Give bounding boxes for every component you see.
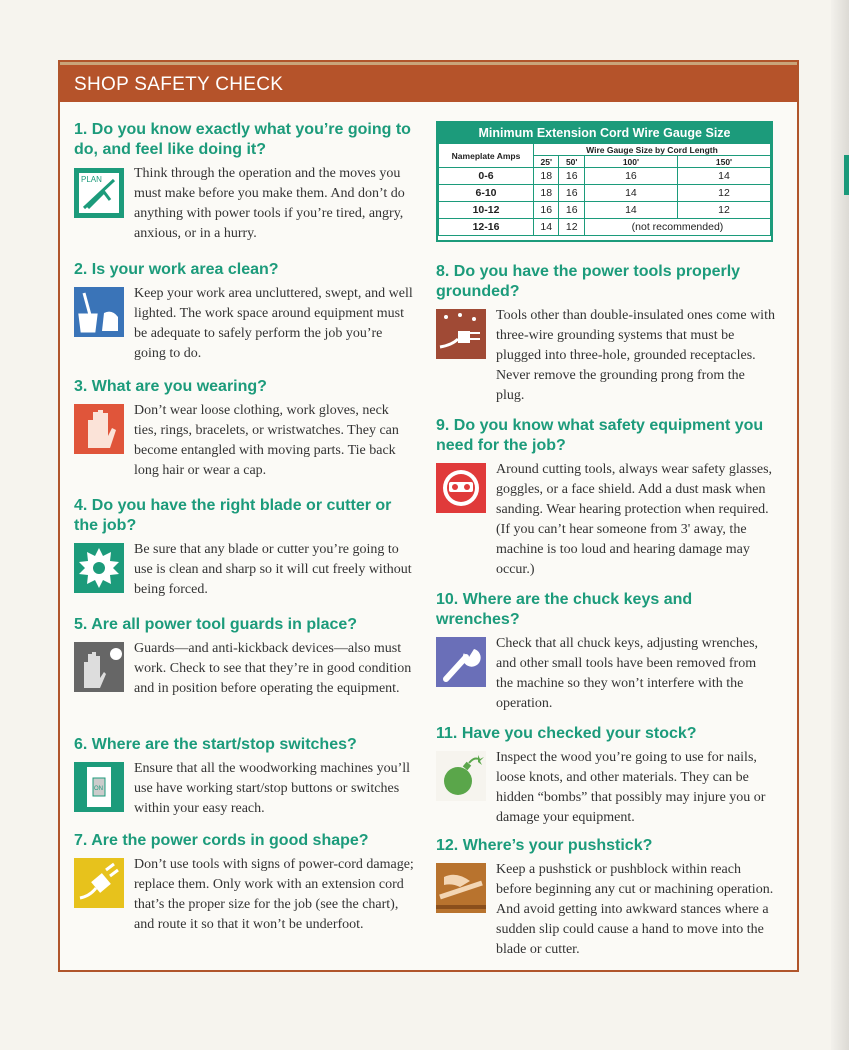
plan-icon xyxy=(74,168,124,218)
question-10 xyxy=(436,590,776,714)
length-header: 25' xyxy=(534,156,559,168)
question-title: 2. Is your work area clean? xyxy=(74,261,279,278)
pushstick-icon xyxy=(436,863,486,913)
question-title: 6. Where are the start/stop switches? xyxy=(74,736,357,753)
broom-dustpan-icon xyxy=(74,287,124,337)
svg-text:PLAN: PLAN xyxy=(81,175,102,184)
page-title: SHOP SAFETY CHECK xyxy=(74,74,284,95)
question-body: Think through the operation and the moves you must make before you make them. And don’t do anything with power tools if you’re tired, angry, anxious, or in a hurry. xyxy=(134,166,405,241)
bomb-icon xyxy=(436,751,486,801)
saw-blade-icon xyxy=(74,543,124,593)
svg-text:ON: ON xyxy=(94,786,103,792)
table-row: 10-12 16 16 14 12 xyxy=(439,202,771,219)
question-title: 11. Have you checked your stock? xyxy=(436,725,697,742)
question-body: Keep a pushstick or pushblock within reach before beginning any cut or machining operation. And avoid getting into awkward stances where a sudden slip could cause a hand to move into the blade or cutter. xyxy=(496,862,774,957)
glove-icon xyxy=(74,404,124,454)
gauge-table xyxy=(438,143,771,236)
question-body: Don’t wear loose clothing, work gloves, neck ties, rings, bracelets, or wristwatches. They can become entangled with moving parts. Tie back long hair or wear a cap. xyxy=(134,403,399,478)
question-2 xyxy=(74,260,414,364)
question-title: 3. What are you wearing? xyxy=(74,378,267,395)
question-body: Don’t use tools with signs of power-cord damage; replace them. Only work with an extension cord that’s the proper size for the job (see the chart), and route it so that it won’t be underfoot. xyxy=(134,857,414,932)
page-tab-marker xyxy=(844,155,849,195)
question-title: 8. Do you have the power tools properly grounded? xyxy=(436,263,741,300)
question-body: Be sure that any blade or cutter you’re going to use is clean and sharp so it will cut freely without being forced. xyxy=(134,542,412,597)
table-row: 12-16 14 12 (not recommended) xyxy=(439,219,771,236)
question-body: Inspect the wood you’re going to use for nails, loose knots, and other materials. They can be hidden “bombs” that possibly may injure you or damage your equipment. xyxy=(496,750,766,825)
switch-icon xyxy=(74,762,124,812)
question-9 xyxy=(436,416,776,580)
question-6 xyxy=(74,735,414,819)
question-4 xyxy=(74,496,414,600)
question-title: 9. Do you know what safety equipment you need for the job? xyxy=(436,417,764,454)
question-body: Keep your work area uncluttered, swept, and well lighted. The work space around equipment must be adequate to safely perform the job you’re going to do. xyxy=(134,286,413,361)
question-11 xyxy=(436,724,776,828)
length-header: 150' xyxy=(677,156,770,168)
length-header: 100' xyxy=(584,156,677,168)
question-7 xyxy=(74,831,414,935)
table-title: Minimum Extension Cord Wire Gauge Size xyxy=(438,123,771,143)
question-body: Guards—and anti-kickback devices—also must work. Check to see that they’re in good condition and in position before operating the equipment. xyxy=(134,641,412,696)
question-5 xyxy=(74,615,414,699)
title-banner xyxy=(60,62,797,102)
safety-goggles-icon xyxy=(436,463,486,513)
question-title: 1. Do you know exactly what you’re going to do, and feel like doing it? xyxy=(74,121,411,158)
table-row: 0-6 18 16 16 14 xyxy=(439,168,771,185)
grounding-plug-icon xyxy=(436,309,486,359)
power-plug-icon xyxy=(74,858,124,908)
extension-cord-gauge-table xyxy=(436,121,773,242)
question-3 xyxy=(74,377,414,481)
question-12 xyxy=(436,836,776,960)
question-1 xyxy=(74,120,414,244)
question-title: 10. Where are the chuck keys and wrenches? xyxy=(436,591,693,628)
group-header: Wire Gauge Size by Cord Length xyxy=(534,144,771,156)
row-header: Nameplate Amps xyxy=(439,144,534,168)
question-8 xyxy=(436,262,776,406)
question-title: 5. Are all power tool guards in place? xyxy=(74,616,358,633)
question-body: Around cutting tools, always wear safety glasses, goggles, or a face shield. Add a dust mask when sanding. Wear hearing protection when required. (If you can’t hear someone from 3' away, the machine is too loud and hearing damage may occur.) xyxy=(496,462,773,577)
wrench-icon xyxy=(436,637,486,687)
blade-guard-icon xyxy=(74,642,124,692)
question-title: 4. Do you have the right blade or cutter or the job? xyxy=(74,497,392,534)
question-body: Check that all chuck keys, adjusting wrenches, and other small tools have been removed from the machine so they won’t interfere with the operation. xyxy=(496,636,759,711)
question-title: 7. Are the power cords in good shape? xyxy=(74,832,369,849)
table-row: 6-10 18 16 14 12 xyxy=(439,185,771,202)
question-body: Ensure that all the woodworking machines you’ll use have working start/stop buttons or switches within your easy reach. xyxy=(134,761,411,816)
length-header: 50' xyxy=(559,156,584,168)
question-body: Tools other than double-insulated ones come with three-wire grounding systems that must be plugged into three-hole, grounded receptacles. Never remove the grounding prong from the plug. xyxy=(496,308,775,403)
question-title: 12. Where’s your pushstick? xyxy=(436,837,653,854)
